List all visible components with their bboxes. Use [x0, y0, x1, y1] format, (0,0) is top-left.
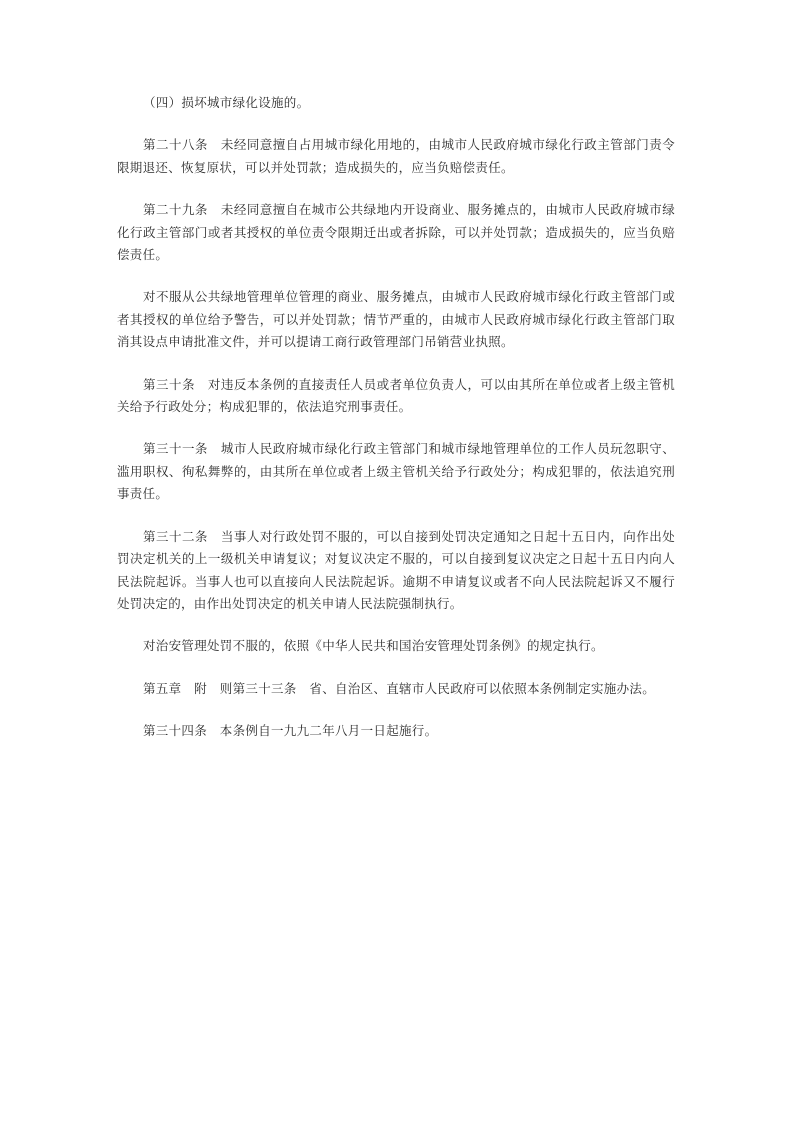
article-28: 第二十八条 未经同意擅自占用城市绿化用地的，由城市人民政府城市绿化行政主管部门责令限期退还、恢复原状，可以并处罚款；造成损失的，应当负赔偿责任。	[117, 137, 675, 175]
article-30: 第三十条 对违反本条例的直接责任人员或者单位负责人，可以由其所在单位或者上级主管机关给予行政处分；构成犯罪的，依法追究刑事责任。	[117, 376, 675, 415]
article-34: 第三十四条 本条例自一九九二年八月一日起施行。	[143, 723, 438, 739]
paragraph-item-4: （四）损坏城市绿化设施的。	[143, 95, 310, 110]
article-29: 第二十九条 未经同意擅自在城市公共绿地内开设商业、服务摊点的，由城市人民政府城市绿化行政主管部门或者其授权的单位责令限期迁出或者拆除，可以并处罚款；造成损失的，应当负赔偿责任。	[117, 202, 675, 263]
chapter-5-article-33: 第五章 附 则第三十三条 省、自治区、直辖市人民政府可以依照本条例制定实施办法。	[143, 680, 656, 696]
article-29-supplement: 对不服从公共绿地管理单位管理的商业、服务摊点，由城市人民政府城市绿化行政主管部门或者其授权的单位给予警告，可以并处罚款；情节严重的，由城市人民政府城市绿化行政主管部门取消其设点申请批准文件，并可以提请工商行政管理部门吊销营业执照。	[117, 289, 675, 350]
document-body	[117, 92, 675, 743]
article-31: 第三十一条 城市人民政府城市绿化行政主管部门和城市绿地管理单位的工作人员玩忽职守、滥用职权、徇私舞弊的，由其所在单位或者上级主管机关给予行政处分；构成犯罪的，依法追究刑事责任。	[117, 441, 675, 502]
public-security-penalty-paragraph: 对治安管理处罚不服的，依照《中华人民共和国治安管理处罚条例》的规定执行。	[143, 638, 604, 654]
article-32: 第三十二条 当事人对行政处罚不服的，可以自接到处罚决定通知之日起十五日内，向作出处罚决定机关的上一级机关申请复议；对复议决定不服的，可以自接到复议决定之日起十五日内向人民法院起诉。当事人也可以直接向人民法院起诉。逾期不申请复议或者不向人民法院起诉又不履行处罚决定的，由作出处罚决定的机关申请人民法院强制执行。	[117, 528, 675, 611]
